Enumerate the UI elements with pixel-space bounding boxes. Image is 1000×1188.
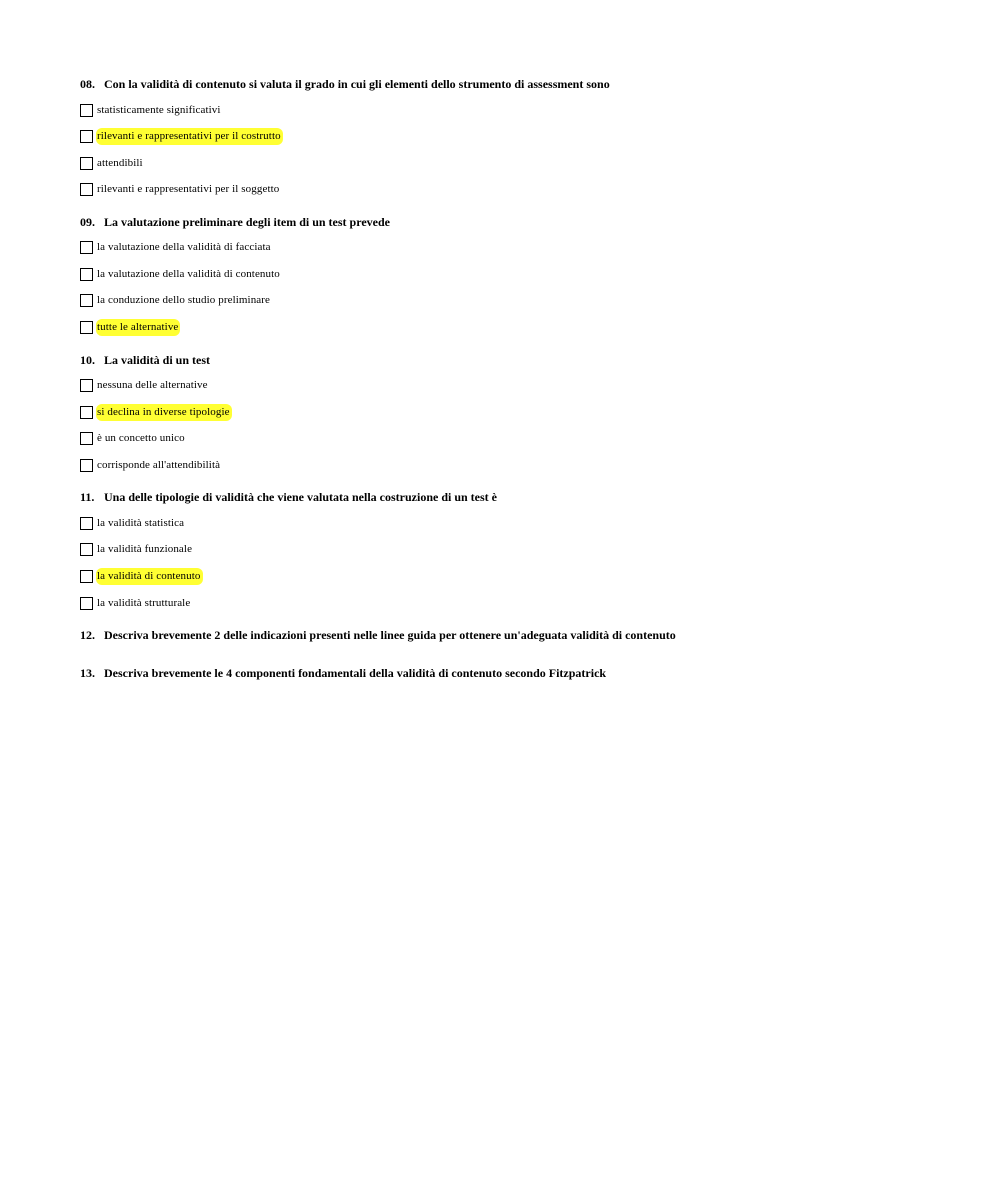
answer-checkbox[interactable] xyxy=(80,432,93,445)
answer-option[interactable] xyxy=(80,101,960,119)
answer-label-highlighted: si declina in diverse tipologie xyxy=(96,404,232,421)
answer-option[interactable] xyxy=(80,265,960,283)
question-text xyxy=(80,214,960,230)
answer-label: statisticamente significativi xyxy=(97,103,221,116)
answer-option[interactable] xyxy=(80,430,960,448)
answer-option[interactable] xyxy=(80,319,960,337)
question-number: 10. xyxy=(80,352,95,367)
question-number: 09. xyxy=(80,214,95,229)
answer-option[interactable] xyxy=(80,128,960,146)
question-11 xyxy=(80,489,960,612)
answer-label: nessuna delle alternative xyxy=(97,379,208,392)
answer-checkbox[interactable] xyxy=(80,104,93,117)
answer-option[interactable] xyxy=(80,154,960,172)
question-prompt: Descriva brevemente le 4 componenti fondamentali della validità di contenuto secondo Fitzpatrick xyxy=(104,666,607,681)
answer-label: corrisponde all'attendibilità xyxy=(97,458,221,471)
question-prompt: Descriva brevemente 2 delle indicazioni presenti nelle linee guida per ottenere un'adeguata validità di contenuto xyxy=(104,628,676,643)
answer-label: attendibili xyxy=(97,156,143,169)
question-text xyxy=(80,627,960,643)
answer-checkbox[interactable] xyxy=(80,517,93,530)
answer-checkbox[interactable] xyxy=(80,597,93,610)
question-number: 11. xyxy=(80,490,95,505)
answer-option[interactable] xyxy=(80,239,960,257)
question-09 xyxy=(80,214,960,337)
answer-label: rilevanti e rappresentativi per il soggetto xyxy=(97,183,280,196)
answer-label: la validità statistica xyxy=(97,516,185,529)
answer-options xyxy=(80,377,960,475)
question-number: 12. xyxy=(80,628,95,643)
answer-checkbox[interactable] xyxy=(80,268,93,281)
answer-checkbox[interactable] xyxy=(80,543,93,556)
answer-option[interactable] xyxy=(80,292,960,310)
question-prompt: La valutazione preliminare degli item di un test prevede xyxy=(104,214,390,229)
answer-checkbox[interactable] xyxy=(80,241,93,254)
answer-label: è un concetto unico xyxy=(97,432,185,445)
answer-label: la validità funzionale xyxy=(97,543,193,556)
answer-option[interactable] xyxy=(80,594,960,612)
question-10 xyxy=(80,352,960,475)
answer-checkbox[interactable] xyxy=(80,406,93,419)
answer-checkbox[interactable] xyxy=(80,570,93,583)
answer-label: la valutazione della validità di contenuto xyxy=(97,267,280,280)
answer-option[interactable] xyxy=(80,514,960,532)
question-prompt: Una delle tipologie di validità che viene valutata nella costruzione di un test è xyxy=(104,490,497,505)
answer-checkbox[interactable] xyxy=(80,183,93,196)
question-text xyxy=(80,489,960,505)
question-number: 08. xyxy=(80,77,95,91)
answer-option[interactable] xyxy=(80,541,960,559)
answer-label-highlighted: la validità di contenuto xyxy=(96,568,203,585)
question-text xyxy=(80,665,960,681)
answer-checkbox[interactable] xyxy=(80,294,93,307)
answer-checkbox[interactable] xyxy=(80,157,93,170)
answer-option[interactable] xyxy=(80,568,960,586)
answer-options xyxy=(80,514,960,612)
answer-label: la valutazione della validità di facciata xyxy=(97,241,271,254)
answer-checkbox[interactable] xyxy=(80,321,93,334)
answer-label-highlighted: rilevanti e rappresentativi per il costrutto xyxy=(96,128,283,145)
question-prompt: La validità di un test xyxy=(104,352,211,367)
answer-label-highlighted: tutte le alternative xyxy=(96,319,180,336)
question-prompt: Con la validità di contenuto si valuta il grado in cui gli elementi dello strumento di assessment sono xyxy=(104,77,610,91)
answer-option[interactable] xyxy=(80,181,960,199)
answer-option[interactable] xyxy=(80,456,960,474)
question-number: 13. xyxy=(80,666,95,681)
question-08 xyxy=(80,76,960,199)
question-text xyxy=(80,76,960,92)
answer-label: la conduzione dello studio preliminare xyxy=(97,294,271,307)
answer-option[interactable] xyxy=(80,403,960,421)
answer-checkbox[interactable] xyxy=(80,130,93,143)
answer-checkbox[interactable] xyxy=(80,459,93,472)
answer-options xyxy=(80,239,960,337)
answer-options xyxy=(80,101,960,199)
answer-option[interactable] xyxy=(80,377,960,395)
question-13 xyxy=(80,665,960,681)
question-12 xyxy=(80,627,960,643)
answer-label: la validità strutturale xyxy=(97,596,191,609)
answer-checkbox[interactable] xyxy=(80,379,93,392)
question-text xyxy=(80,352,960,368)
quiz-document xyxy=(80,76,960,703)
